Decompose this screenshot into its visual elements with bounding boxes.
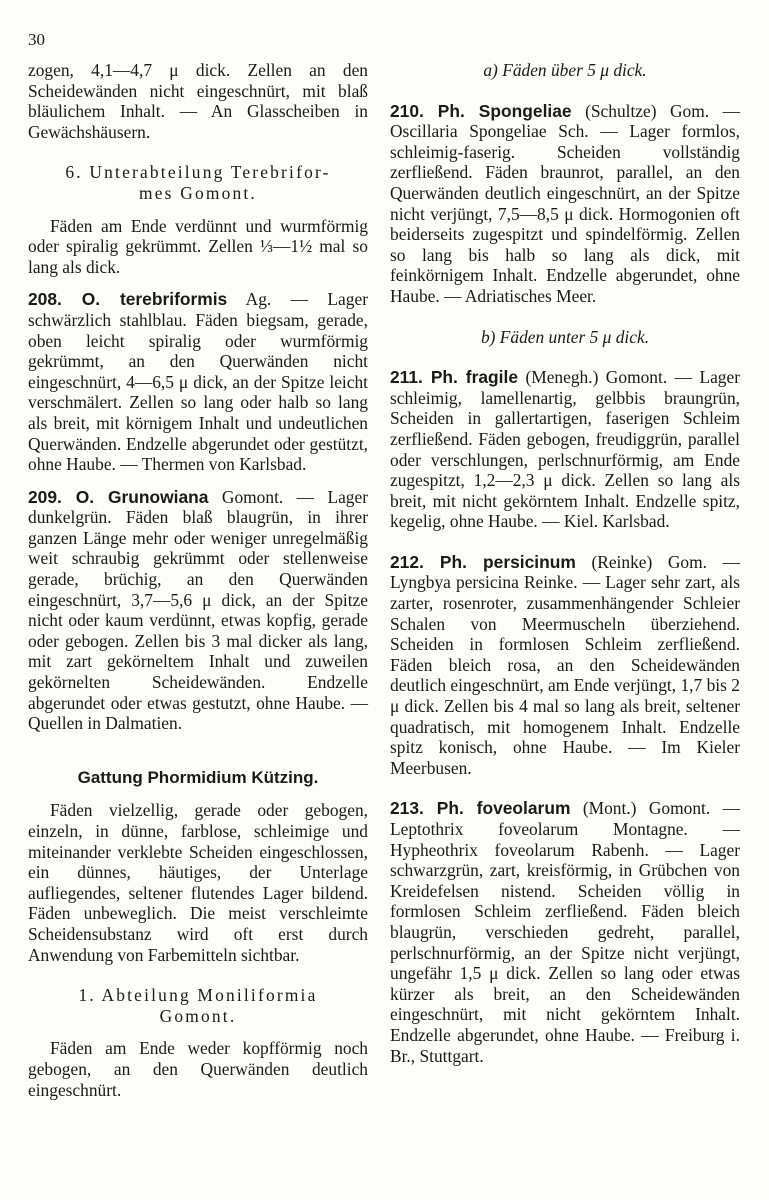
- species-entry-208: [28, 289, 368, 474]
- species-description: — Lager schleimig, lamellenartig, gelbbis braungrün, Scheiden in gallertartigen, faserigen Schleim zerfließend. Fäden gebogen, freudiggrün, parallel oder verschlungen, perlschnurförmig, am Ende zugespitzt, 1,2—2,3 μ dick. Zellen so lang als breit, mit nicht gekörntem Inhalt. Endzelle spitz, kegelig, ohne Haube. — Kiel. Karlsbad.: [390, 367, 741, 532]
- species-authority: (Menegh.) Gomont.: [518, 367, 668, 388]
- species-name: 213. Ph. foveolarum: [390, 798, 571, 819]
- subdivision-heading-author: mes Gomont.: [139, 182, 257, 203]
- species-entry-211: [390, 367, 740, 532]
- division-heading-author: Gomont.: [159, 1005, 237, 1026]
- species-authority: (Reinke) Gom.: [575, 551, 708, 572]
- species-name: 212. Ph. persicinum: [390, 551, 576, 572]
- subdivision-heading: 6. Unterabteilung Terebrifor-: [65, 162, 331, 183]
- species-entry-213: [390, 798, 740, 1066]
- paragraph-continuation: zogen, 4,1—4,7 μ dick. Zellen an den Scheidewänden nicht eingeschnürt, mit blaß bläulichem Inhalt. — An Glasscheiben in Gewächshäusern.: [28, 60, 368, 142]
- species-name: 208. O. terebriformis: [28, 289, 228, 310]
- left-column: [28, 60, 368, 1100]
- section-heading-b: b) Fäden unter 5 μ dick.: [480, 326, 650, 347]
- division-description: Fäden am Ende weder kopfförmig noch gebogen, an den Querwänden deutlich eingeschnürt.: [28, 1038, 368, 1100]
- species-authority: Ag.: [227, 289, 272, 310]
- division-heading: 1. Abteilung Moniliformia: [78, 985, 318, 1006]
- species-description: — Lager schwärzlich stahlblau. Fäden biegsam, gerade, oben leicht spiralig oder wurmförmig gekrümmt, an den Querwänden nicht eingeschnürt, 4—6,5 μ dick, an der Spitze leicht verschmälert. Zellen so lang oder halb so lang als breit, mit körnigem Inhalt und undeutlichen Querwänden. Endzelle abgerundet oder gestützt, ohne Haube. — Thermen von Karlsbad.: [28, 289, 368, 475]
- species-description: — Leptothrix foveolarum Montagne. — Hypheothrix foveolarum Rabenh. — Lager schwarzgrün, zart, kreisförmig, in Grübchen von Kreidefelsen nistend. Scheiden völlig in formlosen Schleim zerfließend. Fäden bleich blaugrün, verschieden gedreht, parallel, perlschnurförmig, an der Spitze nicht verjüngt, ungefähr 1,5 μ dick. Zellen so lang oder etwas kürzer als breit, an den Scheidewänden eingeschnürt, mit nicht gekörntem Inhalt. Endzelle abgerundet, ohne Haube. — Freiburg i. Br., Stuttgart.: [390, 798, 740, 1066]
- species-name: 210. Ph. Spongeliae: [390, 100, 572, 121]
- species-name: 209. O. Grunowiana: [28, 486, 209, 507]
- species-authority: (Schultze) Gom.: [571, 100, 710, 121]
- species-entry-212: [390, 552, 740, 779]
- species-authority: Gomont.: [208, 486, 284, 507]
- species-name: 211. Ph. fragile: [390, 367, 518, 388]
- section-heading-a: a) Fäden über 5 μ dick.: [483, 60, 647, 80]
- species-description: — Oscillaria Spongeliae Sch. — Lager formlos, schleimig-faserig. Scheiden vollständig zerfließend. Fäden braunrot, parallel, an den Querwänden deutlich eingeschnürt, an der Spitze nicht verjüngt, 7,5—8,5 μ dick. Hormogonien oft beiderseits zugespitzt und spindelförmig. Zellen so lang bis halb so lang als dick, mit feinkörnigem Inhalt. Endzelle abgerundet, ohne Haube. — Adriatisches Meer.: [390, 100, 741, 306]
- right-column: [390, 60, 740, 1066]
- species-entry-210: [390, 101, 740, 307]
- genus-description: Fäden vielzellig, gerade oder gebogen, einzeln, in dünne, farblose, schleimige und miteinander verklebte Scheiden eingeschlossen, ein dünnes, häutiges, der Unterlage aufliegendes, seltener flutendes Lager bildend. Fäden unbeweglich. Die meist verschleimte Scheidensubstanz wird oft erst durch Anwendung von Farbemitteln sichtbar.: [28, 800, 368, 965]
- subdivision-description: Fäden am Ende verdünnt und wurmförmig oder spiralig gekrümmt. Zellen ⅓—1½ mal so lang als dick.: [28, 215, 368, 277]
- page-number: 30: [28, 30, 45, 49]
- species-description: — Lager dunkelgrün. Fäden blaß blaugrün, in ihrer ganzen Länge mehr oder weniger unregelmäßig weit schraubig gekrümmt oder stellenweise gerade, brüchig, an den Querwänden eingeschnürt, 3,7—5,6 μ dick, an der Spitze nicht oder kaum verdünnt, etwas kopfig, gerade oder gebogen. Zellen bis 3 mal dicker als lang, mit zart gekörneltem Inhalt und zuweilen gekörnelten Scheidewänden. Endzelle abgerundet oder etwas gestutzt, ohne Haube. — Quellen in Dalmatien.: [28, 486, 369, 734]
- genus-heading: Gattung Phormidium Kützing.: [77, 767, 319, 787]
- species-entry-209: [28, 487, 368, 734]
- species-description: — Lyngbya persicina Reinke. — Lager sehr zart, als zarter, rosenroter, zusammenhängender Schleier Schalen von Meermuscheln überziehend. Scheiden in formlosen Schleim zerfließend. Fäden bleich rosa, an den Scheidewänden deutlich eingeschnürt, am Ende verjüngt, 1,7 bis 2 μ dick. Zellen bis 4 mal so lang als breit, seltener quadratisch, mit homogenem Inhalt. Endzelle spitz konisch, ohne Haube. — Im Kieler Meerbusen.: [390, 551, 741, 778]
- species-authority: (Mont.) Gomont.: [570, 798, 711, 819]
